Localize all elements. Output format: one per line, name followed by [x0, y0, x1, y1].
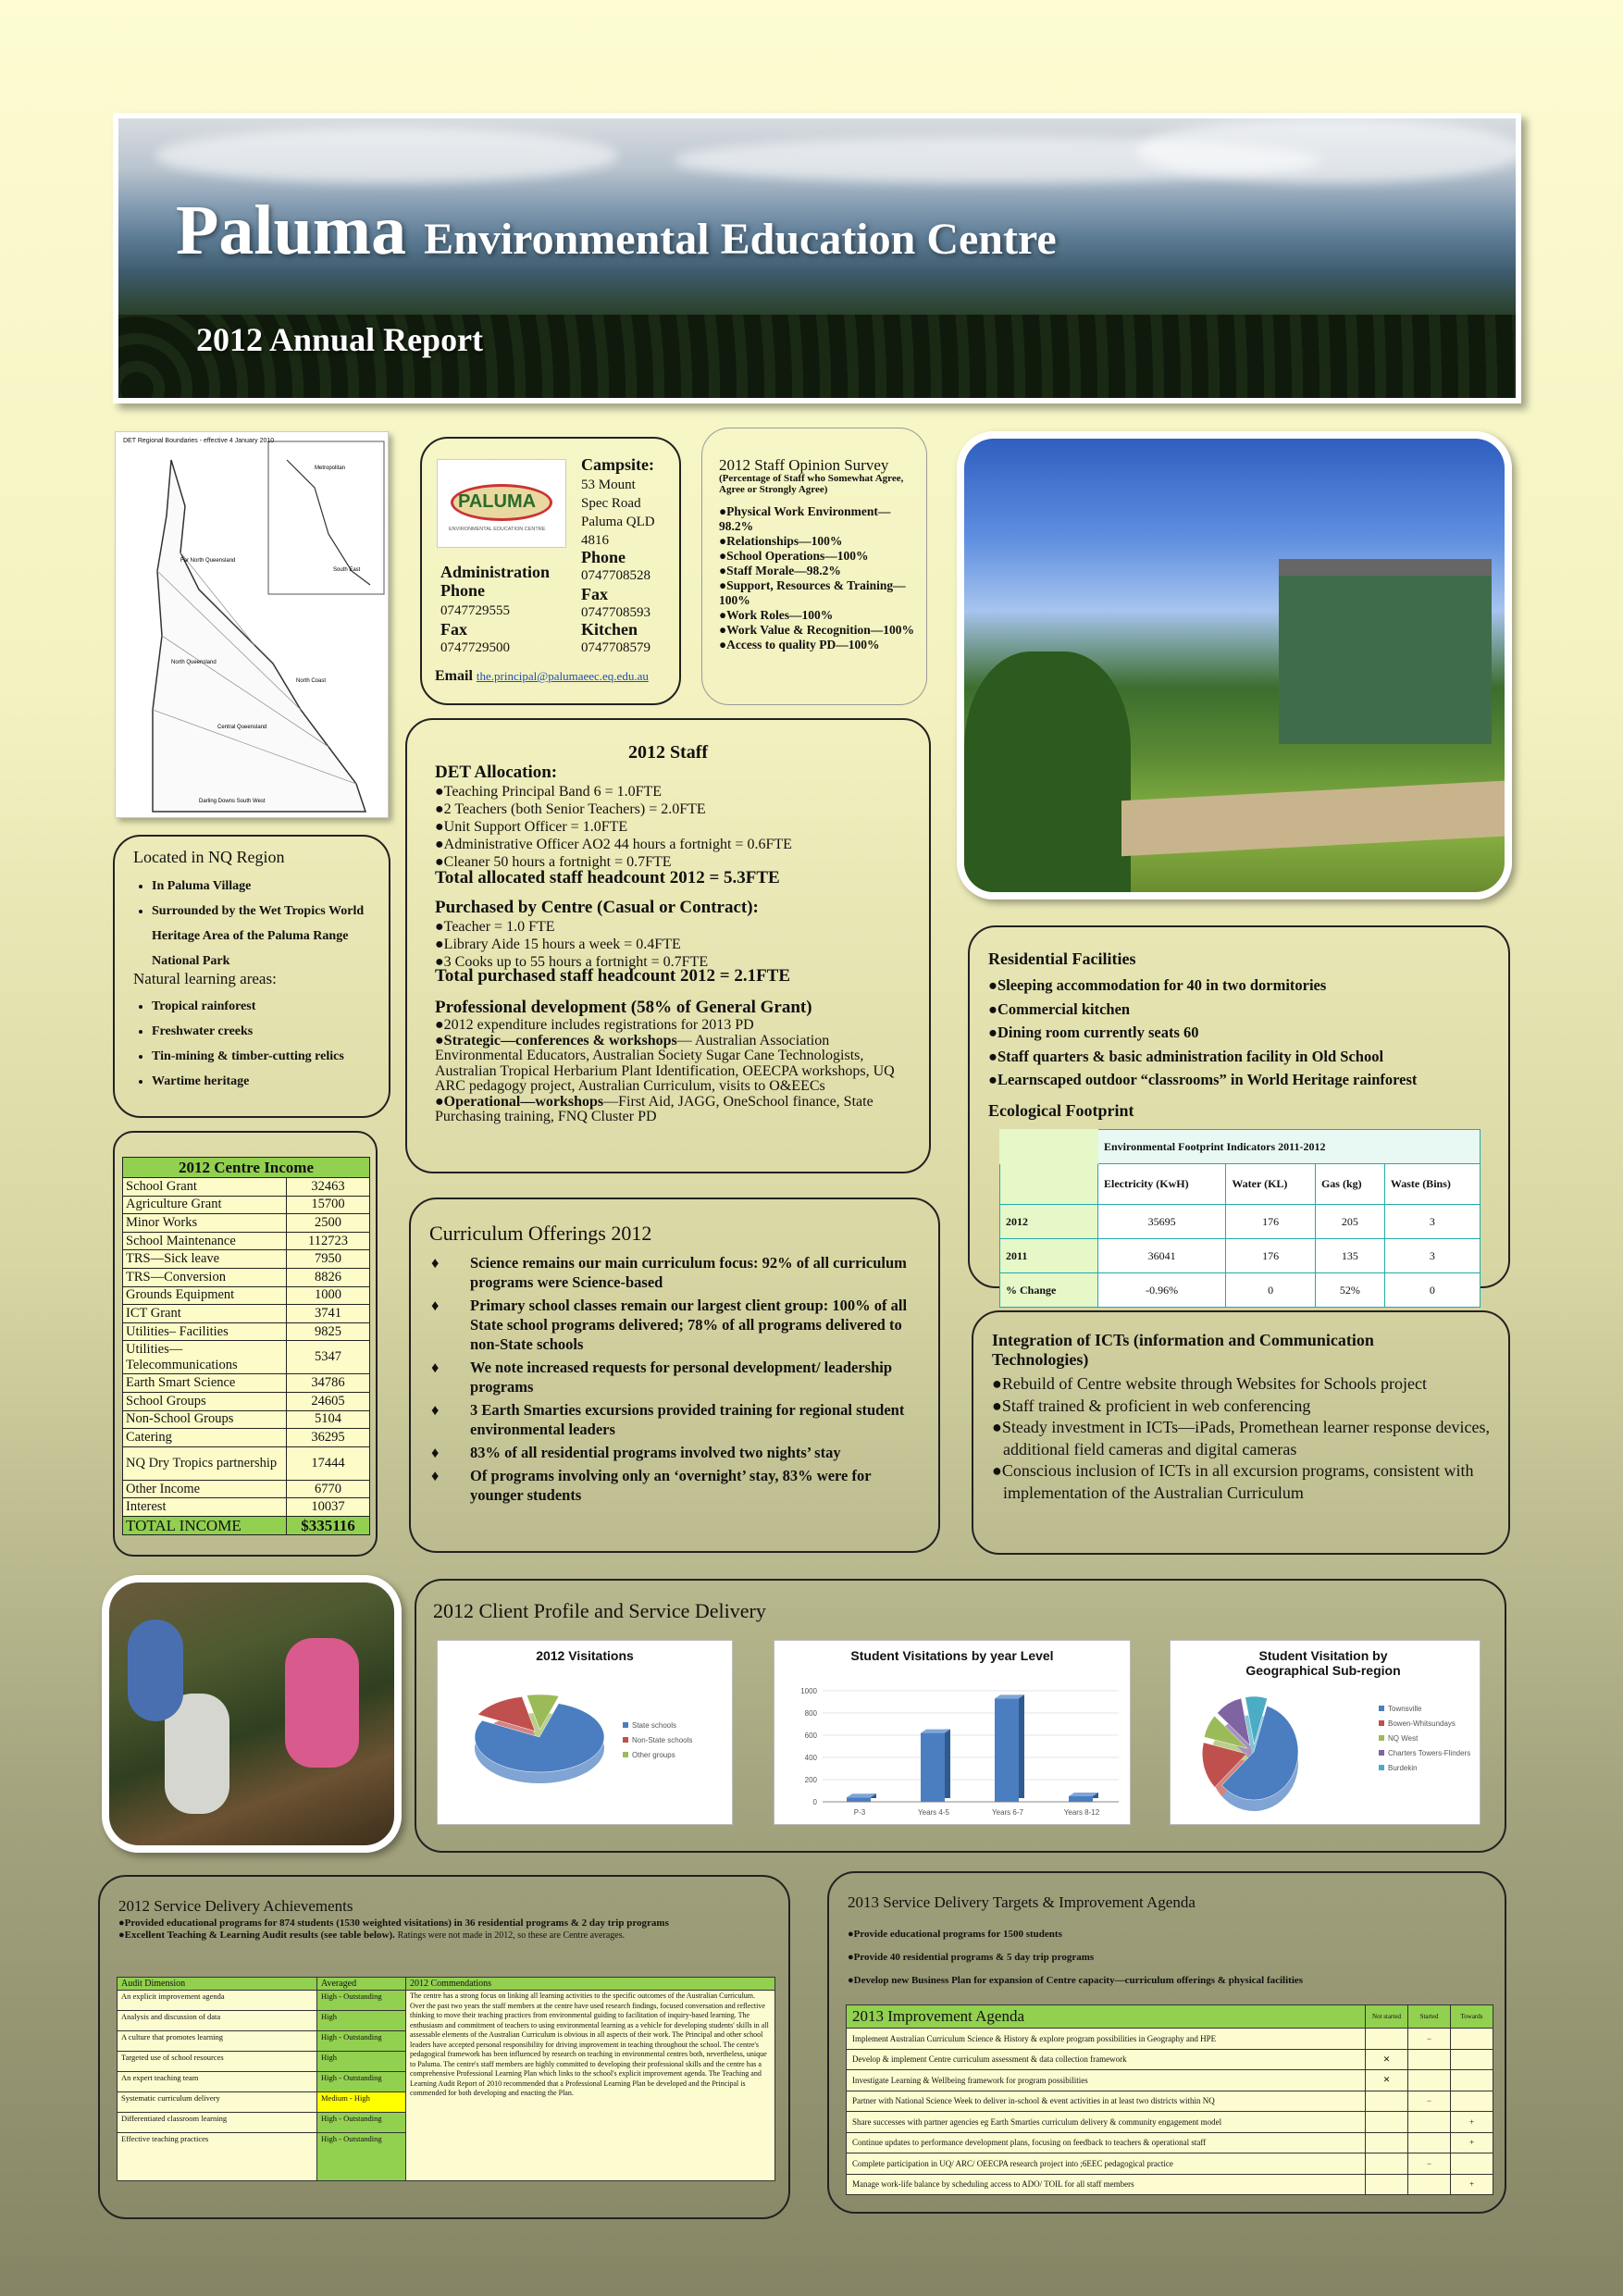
kitchen-phone: 0747708579: [581, 640, 650, 655]
footprint-table: [999, 1129, 1481, 1308]
footprint-title: Environmental Footprint Indicators 2011-2012: [1098, 1130, 1481, 1164]
legend-label: Bowen-Whitsundays: [1388, 1719, 1456, 1728]
legend-label: NQ West: [1388, 1734, 1419, 1743]
list-item: ●Staff trained & proficient in web conferencing: [992, 1396, 1311, 1415]
income-table: [122, 1157, 370, 1535]
improvement-table: [846, 2004, 1493, 2195]
purchased-list: [435, 918, 708, 971]
table-row: Differentiated classroom learning High - Outstanding: [118, 2113, 775, 2133]
legend-swatch: [1379, 1735, 1384, 1741]
table-row: Share successes with partner agencies eg Earth Smarties curriculum delivery & community engagement model +: [847, 2112, 1493, 2133]
ict-list: [992, 1373, 1501, 1504]
region-box: [113, 835, 390, 1118]
legend-swatch: [1379, 1720, 1384, 1726]
table-row: Systematic curriculum delivery Medium - High: [118, 2092, 775, 2113]
banner-title: Paluma Environmental Education Centre: [176, 192, 1057, 269]
list-item: ●School Operations—100%: [719, 549, 869, 563]
table-row: 2012 35695 176 205 3: [1000, 1205, 1481, 1239]
table-row: Complete participation in UQ/ ARC/ OEECPA research project into ;6EEC pedagogical practice −: [847, 2153, 1493, 2175]
list-item: ●Unit Support Officer = 1.0FTE: [435, 819, 628, 835]
y-tick-label: 600: [804, 1731, 817, 1740]
list-item: • Surrounded by the Wet Tropics World Heritage Area of the Paluma Range National Park: [152, 899, 374, 974]
x-tick-label: Years 4-5: [918, 1808, 949, 1817]
targets-title: 2013 Service Delivery Targets & Improvement Agenda: [848, 1893, 1196, 1911]
list-item: ♦ Of programs involving only an ‘overnight’ stay, 83% were for younger students: [431, 1467, 872, 1504]
list-item: ●Learnscaped outdoor “classrooms” in World Heritage rainforest: [988, 1071, 1418, 1088]
residential-heading: Residential Facilities: [988, 949, 1136, 968]
table-row: An explicit improvement agenda High - Outstanding The centre has a strong focus on linking all learning activities to the specific outcomes of the Australian Curriculum. Over the past two years the staff members at the centre have used research findings, focused conversation and reflective thinking to move their teaching practices from environmental guiding to facilitation of inquiry-based learning. The enthusiasm and commitment of teachers to using environmental learning as a vehicle for developing students' skills in all assessable elements of the Australian Curriculum is obvious in all aspects of their work. The Principal and other school leaders have accepted personal responsibility for driving improvement in teaching throughout the school. The centre's pedagogical framework has been influenced by research on teaching in environmental centres both, nevertheless, unique to Paluma. The centre's staff members are highly committed to developing their professional skills and the centre has a comprehensive Professional Learning Plan which links to the school's explicit improvement agenda. The Teaching and Learning Audit Report of 2010 recommended that a Professional Learning Plan be developed and the Principal is commended for both developing and enacting the Plan.: [118, 1991, 775, 2011]
admin-fax: 0747729500: [440, 640, 510, 655]
admin-phone-heading: Phone: [440, 581, 486, 600]
table-row: Develop & implement Centre curriculum assessment & data collection framework ✕: [847, 2049, 1493, 2070]
table-row: Earth Smart Science 34786: [123, 1374, 370, 1393]
year-level-chart: [774, 1640, 1131, 1825]
curriculum-title: Curriculum Offerings 2012: [429, 1222, 652, 1245]
table-row: Utilities– Facilities 9825: [123, 1322, 370, 1341]
list-item: • Tin-mining & timber-cutting relics: [152, 1044, 383, 1069]
table-row: Grounds Equipment 1000: [123, 1286, 370, 1305]
list-item: ●Relationships—100%: [719, 534, 843, 548]
legend-label: State schools: [632, 1721, 677, 1730]
client-title: 2012 Client Profile and Service Delivery: [433, 1599, 766, 1622]
subregion-chart: [1170, 1640, 1481, 1825]
list-item: ●Physical Work Environment—98.2%: [719, 504, 891, 533]
list-item: ●Commercial kitchen: [988, 999, 1131, 1018]
y-tick-label: 400: [804, 1754, 817, 1762]
y-tick-label: 200: [804, 1776, 817, 1784]
table-row: TRS—Sick leave 7950: [123, 1250, 370, 1269]
list-item: ♦ 83% of all residential programs involved two nights’ stay: [431, 1444, 841, 1461]
table-row: Agriculture Grant 15700: [123, 1196, 370, 1214]
bar-side: [1019, 1694, 1024, 1798]
table-row: Analysis and discussion of data High: [118, 2011, 775, 2031]
pie-chart: [1171, 1678, 1481, 1817]
table-row: Electricity (KwH) Water (KL) Gas (kg) Waste (Bins): [1000, 1164, 1481, 1205]
learning-areas-list: [152, 994, 383, 1094]
list-item: ●Library Aide 15 hours a week = 0.4FTE: [435, 937, 681, 952]
fax: 0747708593: [581, 605, 650, 620]
table-row: Utilities—Telecommunications 5347: [123, 1341, 370, 1374]
legend-swatch: [1379, 1706, 1384, 1711]
building-photo: [957, 431, 1512, 900]
purchased-total: Total purchased staff headcount 2012 = 2.1FTE: [435, 966, 791, 986]
email-link[interactable]: the.principal@palumaeec.eq.edu.au: [476, 669, 649, 683]
table-row: ICT Grant 3741: [123, 1305, 370, 1323]
legend-swatch: [623, 1737, 628, 1743]
staff-box: [405, 718, 931, 1173]
list-item: ●Conscious inclusion of ICTs in all excursion programs, consistent with implementation of the Australian Curriculum: [992, 1461, 1474, 1502]
ict-title: Integration of ICTs (information and Communication Technologies): [992, 1331, 1374, 1369]
purchased-heading: Purchased by Centre (Casual or Contract):: [435, 898, 759, 917]
client-profile-box: [415, 1579, 1506, 1853]
table-row: % Change -0.96% 0 52% 0: [1000, 1273, 1481, 1308]
list-item: ●Administrative Officer AO2 44 hours a fortnight = 0.6FTE: [435, 837, 792, 852]
det-total: Total allocated staff headcount 2012 = 5.3FTE: [435, 868, 780, 887]
achievements-title: 2012 Service Delivery Achievements: [118, 1897, 353, 1915]
legend-swatch: [1379, 1750, 1384, 1756]
banner: [113, 113, 1521, 403]
legend-label: Townsville: [1388, 1705, 1422, 1713]
list-item: ●Rebuild of Centre website through Websites for Schools project: [992, 1374, 1428, 1393]
list-item: ●Provide educational programs for 1500 students: [848, 1929, 1062, 1940]
logo: PALUMA ENVIRONMENTAL EDUCATION CENTRE: [437, 459, 566, 548]
list-item: • Tropical rainforest: [152, 994, 383, 1019]
audit-table: [117, 1977, 775, 2181]
list-item: ●Work Roles—100%: [719, 608, 834, 622]
legend-label: Burdekin: [1388, 1764, 1418, 1772]
table-row: Manage work-life balance by scheduling access to ADO/ TOIL for all staff members +: [847, 2174, 1493, 2195]
targets-list: [848, 1923, 1303, 1992]
pie-chart: [438, 1663, 734, 1820]
x-tick-label: P-3: [853, 1808, 866, 1817]
list-item: • In Paluma Village: [152, 874, 374, 899]
survey-subtitle: (Percentage of Staff who Somewhat Agree, Agree or Strongly Agree): [719, 473, 904, 495]
list-item: ●Access to quality PD—100%: [719, 638, 880, 652]
bar: [995, 1698, 1019, 1802]
curriculum-list: [431, 1253, 922, 1505]
income-box: [113, 1131, 378, 1557]
bar: [1069, 1796, 1093, 1802]
campsite-address: 53 Mount Spec Road Paluma QLD 4816: [581, 478, 655, 548]
phone: 0747708528: [581, 568, 650, 583]
list-item: ●2 Teachers (both Senior Teachers) = 2.0FTE: [435, 801, 706, 817]
legend-swatch: [623, 1722, 628, 1728]
det-heading: DET Allocation:: [435, 763, 558, 782]
students-photo: [102, 1575, 402, 1853]
contact-box: [420, 437, 681, 705]
y-tick-label: 0: [812, 1798, 817, 1806]
table-row: Non-School Groups 5104: [123, 1410, 370, 1429]
map-title: DET Regional Boundaries - effective 4 January 2010: [123, 438, 275, 444]
x-tick-label: Years 8-12: [1063, 1808, 1100, 1817]
list-item: • Freshwater creeks: [152, 1019, 383, 1044]
table-row: Implement Australian Curriculum Science & History & explore program possibilities in Geography and HPE −: [847, 2029, 1493, 2050]
staff-survey-box: [701, 428, 927, 705]
achievements-box: [98, 1875, 790, 2219]
list-item: ●Excellent Teaching & Learning Audit results (see table below). Ratings were not made in 2012, so these are Centre averages.: [118, 1930, 626, 1941]
table-row: Effective teaching practices High - Outstanding: [118, 2133, 775, 2181]
table-row: Partner with National Science Week to deliver in-school & event activities in at least two districts within NQ −: [847, 2091, 1493, 2112]
residential-list: [988, 974, 1417, 1092]
curriculum-box: [409, 1198, 940, 1553]
pd-heading: Professional development (58% of General Grant): [435, 998, 812, 1017]
map-label: North Queensland: [171, 660, 217, 665]
achievements-list: [118, 1917, 766, 1942]
pd-text: ●2012 expenditure includes registrations for 2013 PD ●Strategic—conferences & workshops— Australian Association Environmental Educators, Australian Society Sugar Cane Technologists, Australian Tropical Herbarium Plant Identification, OEECPA workshops, UQ ARC pedagogy project, Australian Curriculum, visits to O&EECs ●Operational—workshops—First Aid, JAGG, OneSchool finance, State Purchasing training, FNQ Cluster PD: [435, 1017, 895, 1124]
list-item: • Wartime heritage: [152, 1069, 383, 1094]
table-row: Other Income 6770: [123, 1480, 370, 1498]
table-row: Investigate Learning & Wellbeing framework for program possibilities ✕: [847, 2070, 1493, 2091]
income-title: 2012 Centre Income: [123, 1158, 370, 1178]
list-item: ●Work Value & Recognition—100%: [719, 623, 915, 637]
table-row: 2011 36041 176 135 3: [1000, 1239, 1481, 1273]
table-row: Catering 36295: [123, 1429, 370, 1447]
table-row: Targeted use of school resources High: [118, 2052, 775, 2072]
bar-chart: [774, 1663, 1132, 1822]
list-item: ♦ Primary school classes remain our largest client group: 100% of all State school programs delivered; 78% of all programs delivered to non-State schools: [431, 1297, 908, 1353]
list-item: ●Provided educational programs for 874 students (1530 weighted visitations) in 36 residential programs & 2 day trip programs: [118, 1917, 669, 1929]
staff-title: 2012 Staff: [627, 742, 709, 763]
admin-fax-heading: Fax: [440, 620, 467, 639]
x-tick-label: Years 6-7: [992, 1808, 1023, 1817]
residential-box: [968, 925, 1510, 1297]
bar: [921, 1733, 945, 1802]
chart-title: 2012 Visitations: [536, 1648, 634, 1663]
admin-phone: 0747729555: [440, 603, 510, 618]
list-item: ●Teacher = 1.0 FTE: [435, 919, 555, 935]
list-item: ●Cleaner 50 hours a fortnight = 0.7FTE: [435, 854, 672, 870]
list-item: ♦ Science remains our main curriculum focus: 92% of all curriculum programs were Science-based: [431, 1254, 907, 1291]
list-item: ●Provide 40 residential programs & 5 day trip programs: [848, 1952, 1095, 1963]
table-row: Interest 10037: [123, 1498, 370, 1517]
list-item: ●Steady investment in ICTs—iPads, Promethean learner response devices, additional field cameras and digital cameras: [992, 1418, 1490, 1458]
list-item: ●3 Cooks up to 55 hours a fortnight = 0.7FTE: [435, 954, 709, 970]
table-row: School Grant 32463: [123, 1178, 370, 1197]
survey-list: [719, 504, 923, 652]
table-row: School Maintenance 112723: [123, 1232, 370, 1250]
ict-box: [972, 1310, 1510, 1555]
map-label: Central Queensland: [217, 725, 267, 730]
chart-title: Student Visitation by Geographical Sub-region: [1245, 1648, 1401, 1678]
legend-label: Other groups: [632, 1751, 675, 1759]
survey-title: 2012 Staff Opinion Survey: [719, 456, 889, 474]
region-map: [115, 431, 389, 818]
income-total-row: TOTAL INCOME $335116: [123, 1516, 370, 1534]
y-tick-label: 800: [804, 1709, 817, 1718]
table-row: Continue updates to performance development plans, focusing on feedback to teachers & operational staff +: [847, 2132, 1493, 2153]
y-tick-label: 1000: [800, 1687, 817, 1695]
list-item: ♦ 3 Earth Smarties excursions provided training for regional student environmental leaders: [431, 1401, 905, 1438]
fax-heading: Fax: [581, 585, 608, 603]
bar-side: [945, 1730, 950, 1798]
region-list: [152, 874, 374, 974]
legend-label: Charters Towers-Flinders: [1388, 1749, 1471, 1757]
eco-heading: Ecological Footprint: [988, 1101, 1134, 1120]
chart-title: Student Visitations by year Level: [850, 1648, 1054, 1663]
banner-subtitle: 2012 Annual Report: [196, 321, 484, 358]
list-item: ●Support, Resources & Training—100%: [719, 578, 906, 607]
table-row: 2013 Improvement Agenda Not started Started Towards: [847, 2005, 1493, 2029]
map-label: North Coast: [296, 678, 327, 684]
list-item: ●Develop new Business Plan for expansion of Centre capacity—curriculum offerings & physical facilities: [848, 1975, 1304, 1986]
det-list: [435, 783, 792, 871]
map-label: Darling Downs South West: [199, 799, 266, 804]
campsite-heading: Campsite:: [581, 455, 654, 474]
table-row: An expert teaching team High - Outstanding: [118, 2072, 775, 2092]
email-line: Email the.principal@palumaeec.eq.edu.au: [435, 668, 649, 684]
admin-heading: Administration: [440, 563, 551, 581]
visitations-chart: [437, 1640, 733, 1825]
map-label: South East: [333, 567, 361, 573]
legend-swatch: [623, 1752, 628, 1757]
list-item: ♦ We note increased requests for personal development/ leadership programs: [431, 1359, 893, 1396]
table-row: School Groups 24605: [123, 1392, 370, 1410]
list-item: ●Staff quarters & basic administration facility in Old School: [988, 1047, 1384, 1065]
table-row: NQ Dry Tropics partnership 17444: [123, 1446, 370, 1480]
table-row: A culture that promotes learning High - Outstanding: [118, 2031, 775, 2052]
legend-label: Non-State schools: [632, 1736, 693, 1744]
kitchen-heading: Kitchen: [581, 620, 638, 639]
list-item: ●Staff Morale—98.2%: [719, 564, 841, 577]
map-label: Far North Queensland: [180, 558, 236, 564]
list-item: ●Teaching Principal Band 6 = 1.0FTE: [435, 784, 663, 800]
map-outline: [116, 432, 390, 819]
targets-box: [827, 1871, 1506, 2214]
table-row: Minor Works 2500: [123, 1214, 370, 1233]
legend-swatch: [1379, 1765, 1384, 1770]
region-heading: Located in NQ Region: [133, 848, 285, 866]
learning-areas-heading: Natural learning areas:: [133, 970, 277, 987]
table-row: Audit Dimension Averaged 2012 Commendations: [118, 1978, 775, 1991]
table-row: TRS—Conversion 8826: [123, 1268, 370, 1286]
bar: [847, 1797, 871, 1802]
list-item: ●Dining room currently seats 60: [988, 1024, 1199, 1041]
phone-heading: Phone: [581, 548, 626, 566]
list-item: ●Sleeping accommodation for 40 in two dormitories: [988, 976, 1327, 994]
map-label: Metropolitan: [315, 465, 346, 471]
